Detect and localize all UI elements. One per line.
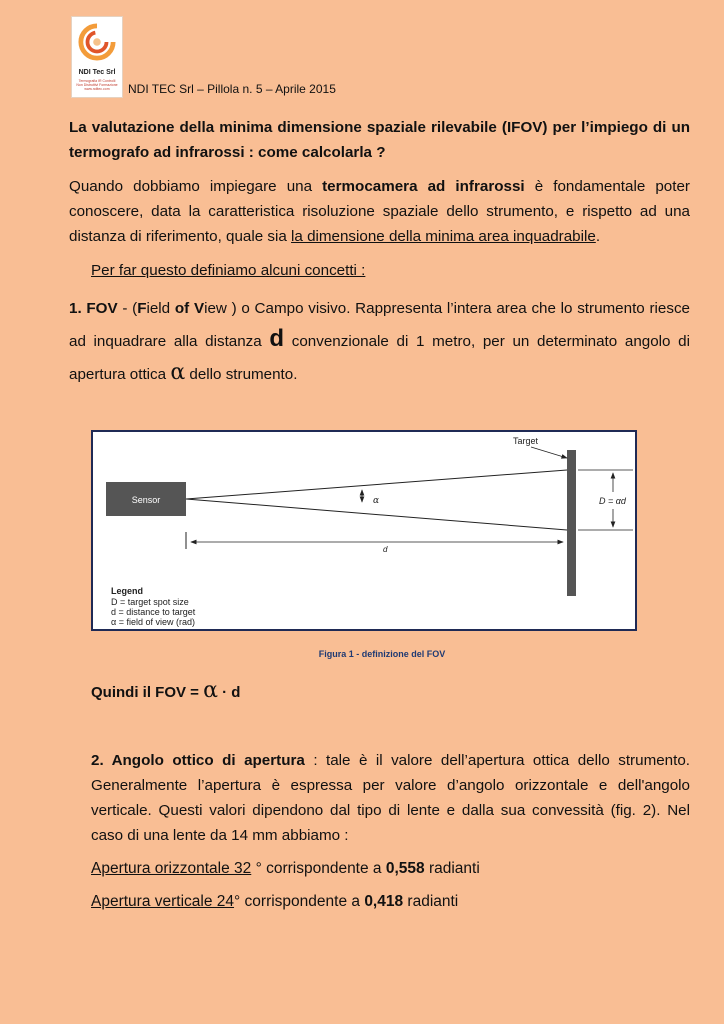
- fov-of: of: [174, 300, 190, 317]
- document-header: NDI TEC Srl – Pillola n. 5 – Aprile 2015: [128, 82, 336, 96]
- horizontal-aperture-value: 0,558: [385, 860, 425, 877]
- intro-text-c: è fondamentale poter conoscere, data la caratteristica risoluzione spaziale dello strumento, e rispetto ad una distanza di riferimento, quale sia: [69, 178, 690, 245]
- intro-bold: termocamera ad infrarossi: [322, 178, 525, 195]
- horizontal-aperture-unit: radianti: [424, 860, 480, 877]
- fov-number: 1. FOV: [69, 300, 118, 317]
- vertical-aperture-text: ° corrispondente a: [234, 893, 365, 910]
- vertical-aperture-line: [91, 889, 690, 914]
- cone-upper-line: [186, 470, 567, 499]
- formula-text: Quindi il FOV =: [91, 684, 204, 701]
- fov-V: V: [193, 300, 205, 317]
- fov-text-3: dello strumento.: [185, 366, 298, 383]
- fov-ield: ield: [146, 300, 175, 317]
- concepts-line: [91, 258, 690, 283]
- target-label: Target: [513, 436, 539, 446]
- target-plate: [567, 450, 576, 596]
- figure-caption: Figura 1 - definizione del FOV: [318, 649, 446, 659]
- fov-alpha-symbol: α: [170, 360, 186, 385]
- legend-item: d = distance to target: [111, 607, 196, 617]
- intro-text-a: Quando dobbiamo impiegare una: [69, 178, 323, 195]
- vertical-aperture-label: Apertura verticale 24: [91, 893, 235, 910]
- logo-tagline: Termografia IR Controlli Non Distruttivi Formazione www.nditec.com: [76, 79, 118, 91]
- spot-size-label: D = αd: [599, 496, 626, 506]
- document-title: La valutazione della minima dimensione spaziale rilevabile (IFOV) per l’impiego di un termografo ad infrarossi : come calcolarla ?: [69, 119, 690, 161]
- fov-iew: iew: [204, 300, 227, 317]
- angle-paragraph: [91, 748, 690, 848]
- angle-text: : tale è il valore dell’apertura ottica dello strumento. Generalmente l’apertura è espressa per valore d’angolo orizzontale e dell'angolo verticale. Questi valori dipendono dal tipo di lente e dalla sua convessità (fig. 2). Nel caso di una lente da 14 mm abbiamo :: [91, 752, 690, 844]
- logo-name: NDI Tec Srl: [78, 69, 116, 76]
- formula-dot: ·: [217, 684, 232, 701]
- formula-alpha: α: [203, 678, 218, 703]
- angle-heading: 2. Angolo ottico di apertura: [91, 752, 305, 769]
- company-logo: [71, 16, 123, 98]
- concepts-text: Per far questo definiamo alcuni concetti :: [91, 262, 366, 279]
- horizontal-aperture-text: ° corrispondente a: [251, 860, 386, 877]
- fov-F: F: [137, 300, 147, 317]
- logo-swirl-icon: [78, 23, 116, 61]
- intro-underlined: la dimensione della minima area inquadrabile: [291, 228, 596, 245]
- horizontal-aperture-line: [91, 856, 690, 881]
- fov-formula: [91, 680, 690, 705]
- alpha-label: α: [373, 496, 380, 506]
- vertical-aperture-value: 0,418: [364, 893, 404, 910]
- horizontal-aperture-label: Apertura orizzontale 32: [91, 860, 252, 877]
- intro-paragraph: [69, 174, 690, 249]
- fov-d-symbol: d: [269, 325, 285, 352]
- fov-paragraph: [69, 292, 690, 391]
- fov-figure: [91, 430, 637, 631]
- fov-dash: - (: [117, 300, 138, 317]
- sensor-label: Sensor: [131, 495, 161, 505]
- fov-text-1: ) o Campo visivo. Rappresenta l’intera area che lo strumento riesce ad inquadrare alla distanza: [69, 300, 690, 350]
- fov-text-2: convenzionale di 1 metro, per un determinato angolo di apertura ottica: [69, 333, 690, 383]
- legend-item: D = target spot size: [111, 597, 189, 607]
- vertical-aperture-unit: radianti: [403, 893, 459, 910]
- formula-d: d: [231, 684, 241, 701]
- legend-title: Legend: [111, 586, 144, 596]
- legend-item: α = field of view (rad): [111, 617, 195, 627]
- intro-end: .: [595, 228, 601, 245]
- distance-label: d: [383, 545, 388, 554]
- fov-diagram: [93, 432, 635, 629]
